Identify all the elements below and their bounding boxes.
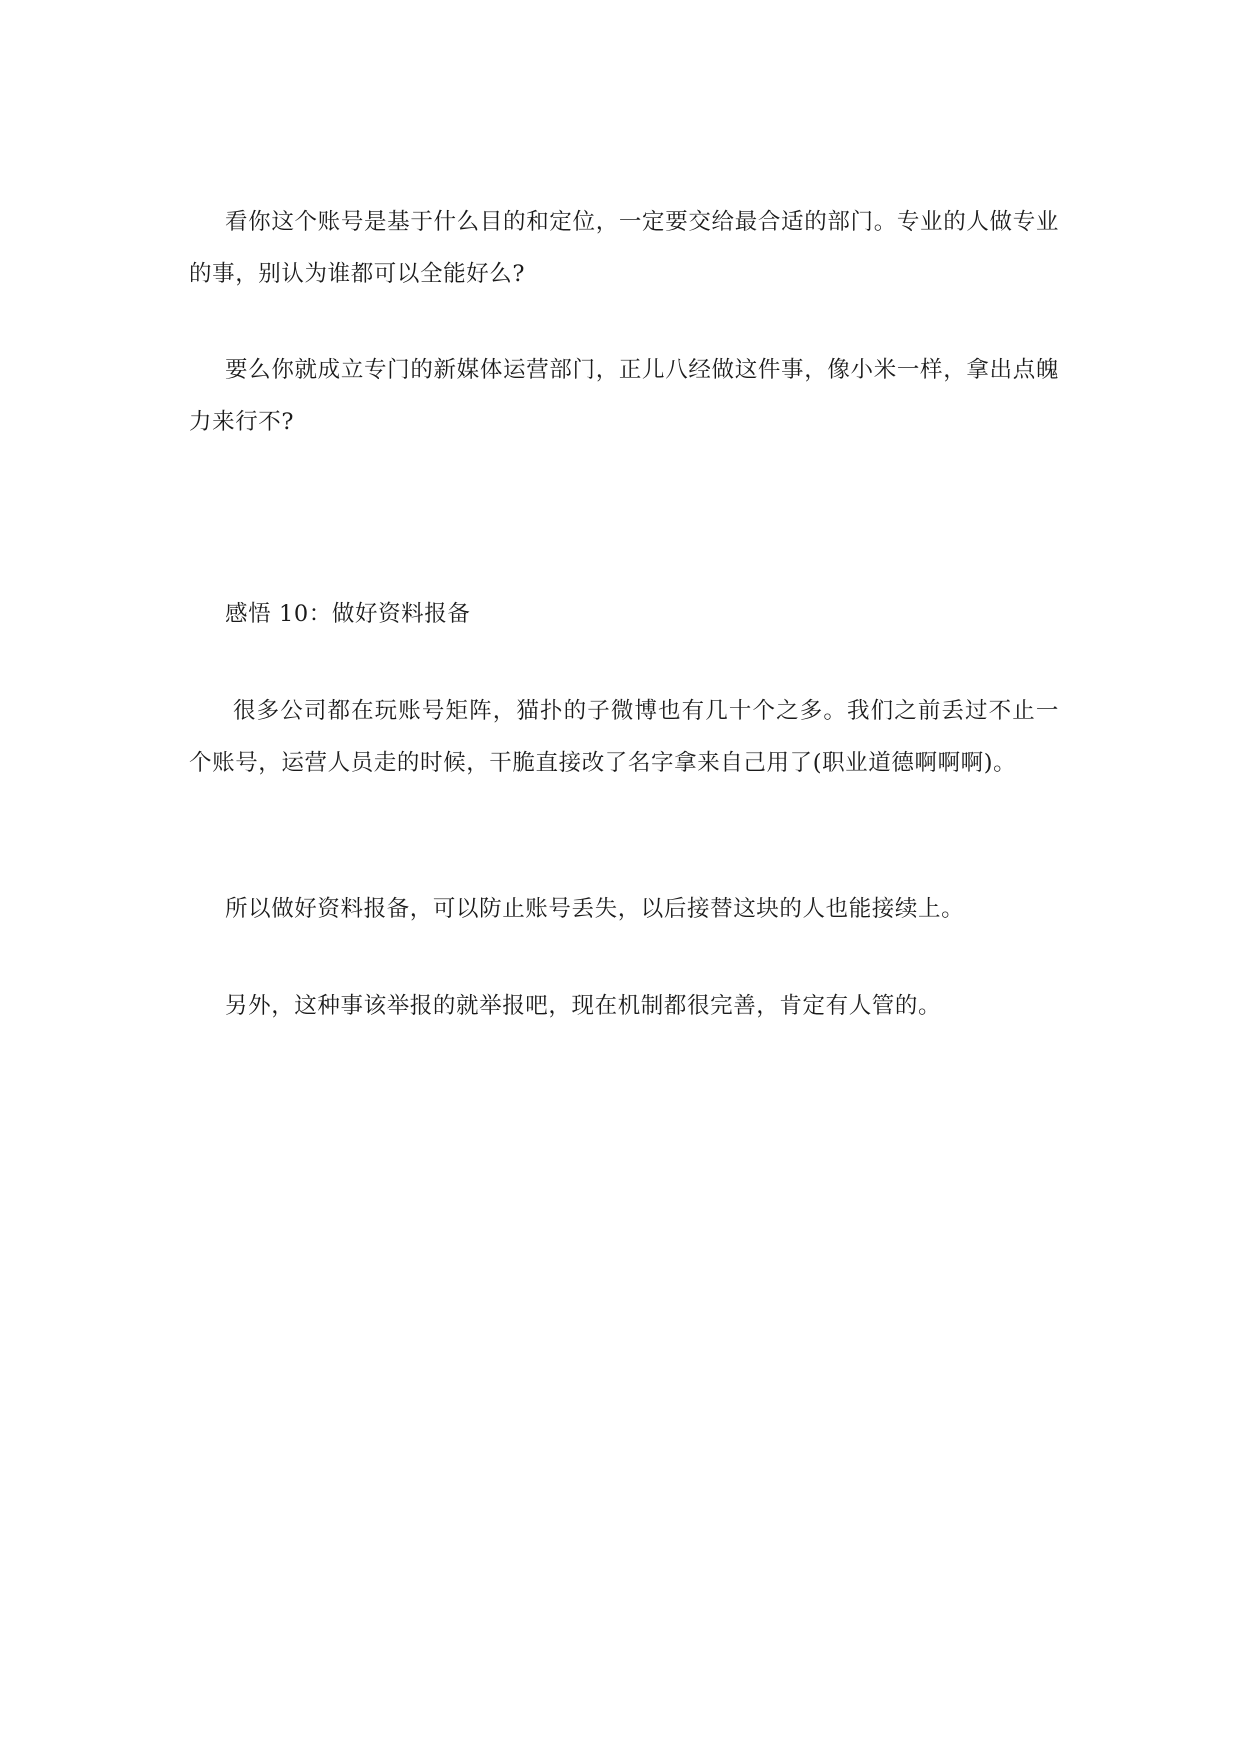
section-heading: 感悟 10：做好资料报备 xyxy=(225,601,471,627)
paragraph-new-media-department: 要么你就成立专门的新媒体运营部门，正儿八经做这件事，像小米一样，拿出点魄力来行不? xyxy=(189,357,1059,435)
paragraph-account-matrix: 很多公司都在玩账号矩阵，猫扑的子微博也有几十个之多。我们之前丢过不止一个账号，运营人员走的时候，干脆直接改了名字拿来自己用了(职业道德啊啊啊)。 xyxy=(189,698,1059,776)
paragraph-backup-records: 所以做好资料报备，可以防止账号丢失，以后接替这块的人也能接续上。 xyxy=(225,896,965,922)
paragraph-report-advice: 另外，这种事该举报的就举报吧，现在机制都很完善，肯定有人管的。 xyxy=(225,993,942,1019)
paragraph-department-assignment: 看你这个账号是基于什么目的和定位，一定要交给最合适的部门。专业的人做专业的事，别认为谁都可以全能好么? xyxy=(189,209,1059,287)
